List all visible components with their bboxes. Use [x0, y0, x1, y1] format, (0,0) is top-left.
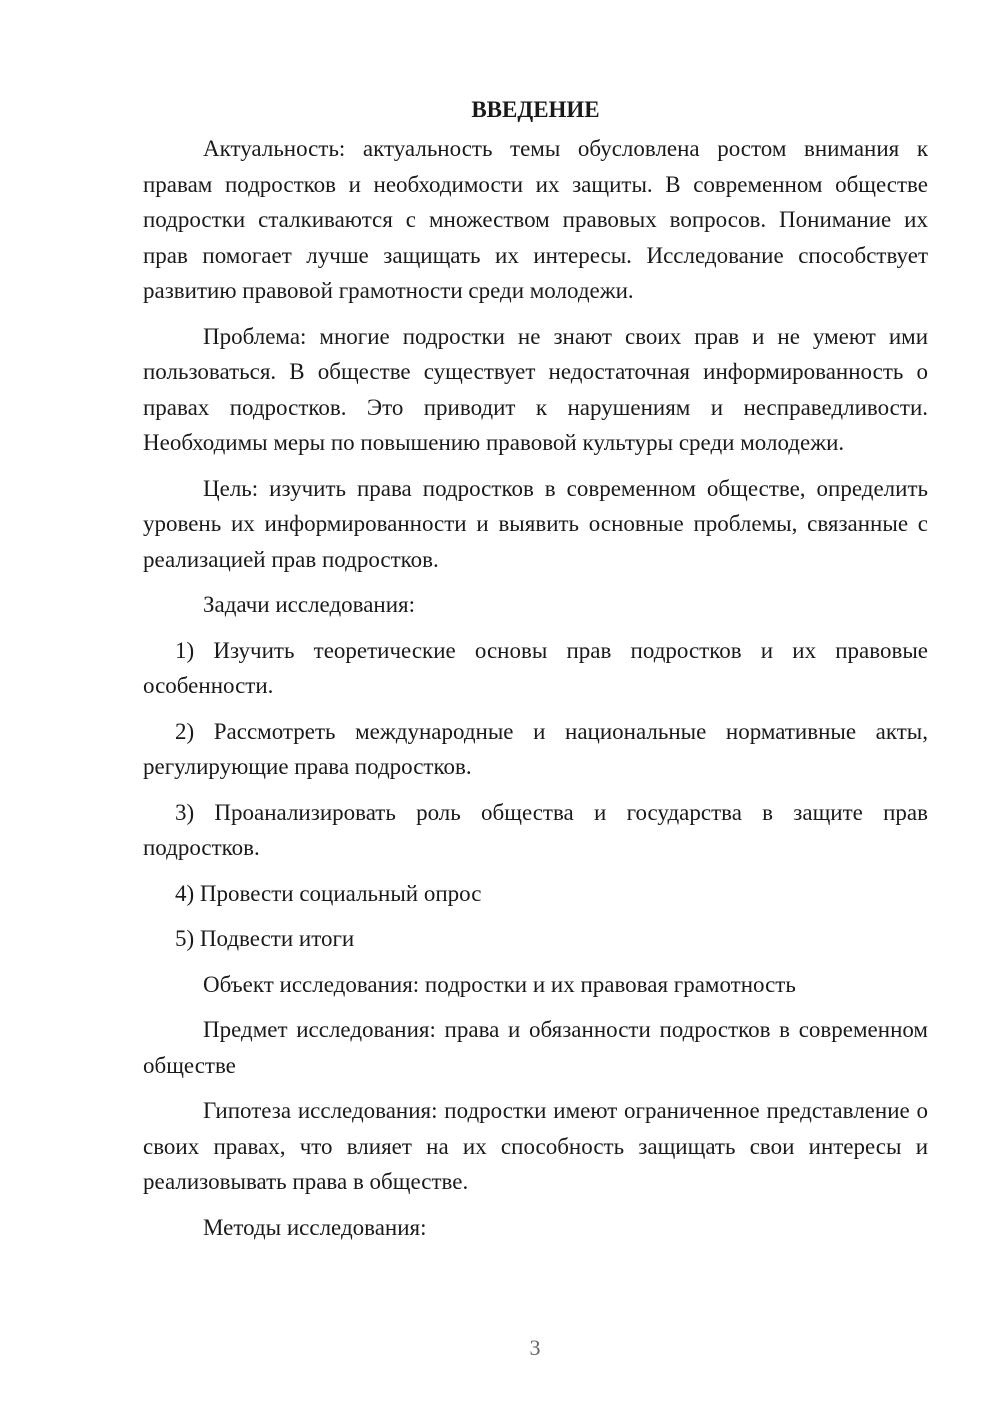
- relevance-paragraph: Актуальность: актуальность темы обусловлена ростом внимания к правам подростков и необходимости их защиты. В современном обществе подростки сталкиваются с множеством правовых вопросов. Понимание их прав помогает лучше защищать их интересы. Исследование способствует развитию правовой грамотности среди молодежи.: [143, 136, 928, 303]
- subject-paragraph: Предмет исследования: права и обязанности подростков в современном обществе: [143, 1017, 928, 1078]
- page-content: [143, 92, 928, 1255]
- task-item-1: 1) Изучить теоретические основы прав подростков и их правовые особенности.: [143, 637, 928, 698]
- methods-heading: Методы исследования:: [203, 1214, 427, 1240]
- task-item-2: 2) Рассмотреть международные и национальные нормативные акты, регулирующие права подростков.: [143, 718, 928, 779]
- goal-paragraph: Цель: изучить права подростков в современном обществе, определить уровень их информированности и выявить основные проблемы, связанные с реализацией прав подростков.: [143, 475, 928, 572]
- task-item-3: 3) Проанализировать роль общества и государства в защите прав подростков.: [143, 799, 928, 860]
- page-number: 3: [529, 1335, 541, 1360]
- task-item-4: 4) Провести социальный опрос: [175, 880, 482, 906]
- object-paragraph: Объект исследования: подростки и их правовая грамотность: [203, 971, 796, 997]
- problem-paragraph: Проблема: многие подростки не знают своих прав и не умеют ими пользоваться. В обществе существует недостаточная информированность о правах подростков. Это приводит к нарушениям и несправедливости. Необходимы меры по повышению правовой культуры среди молодежи.: [143, 323, 928, 455]
- page-title: ВВЕДЕНИЕ: [471, 97, 600, 122]
- tasks-heading: Задачи исследования:: [203, 592, 416, 617]
- hypothesis-paragraph: Гипотеза исследования: подростки имеют ограниченное представление о своих правах, что влияет на их способность защищать свои интересы и реализовывать права в обществе.: [143, 1098, 928, 1194]
- task-item-5: 5) Подвести итоги: [175, 926, 355, 951]
